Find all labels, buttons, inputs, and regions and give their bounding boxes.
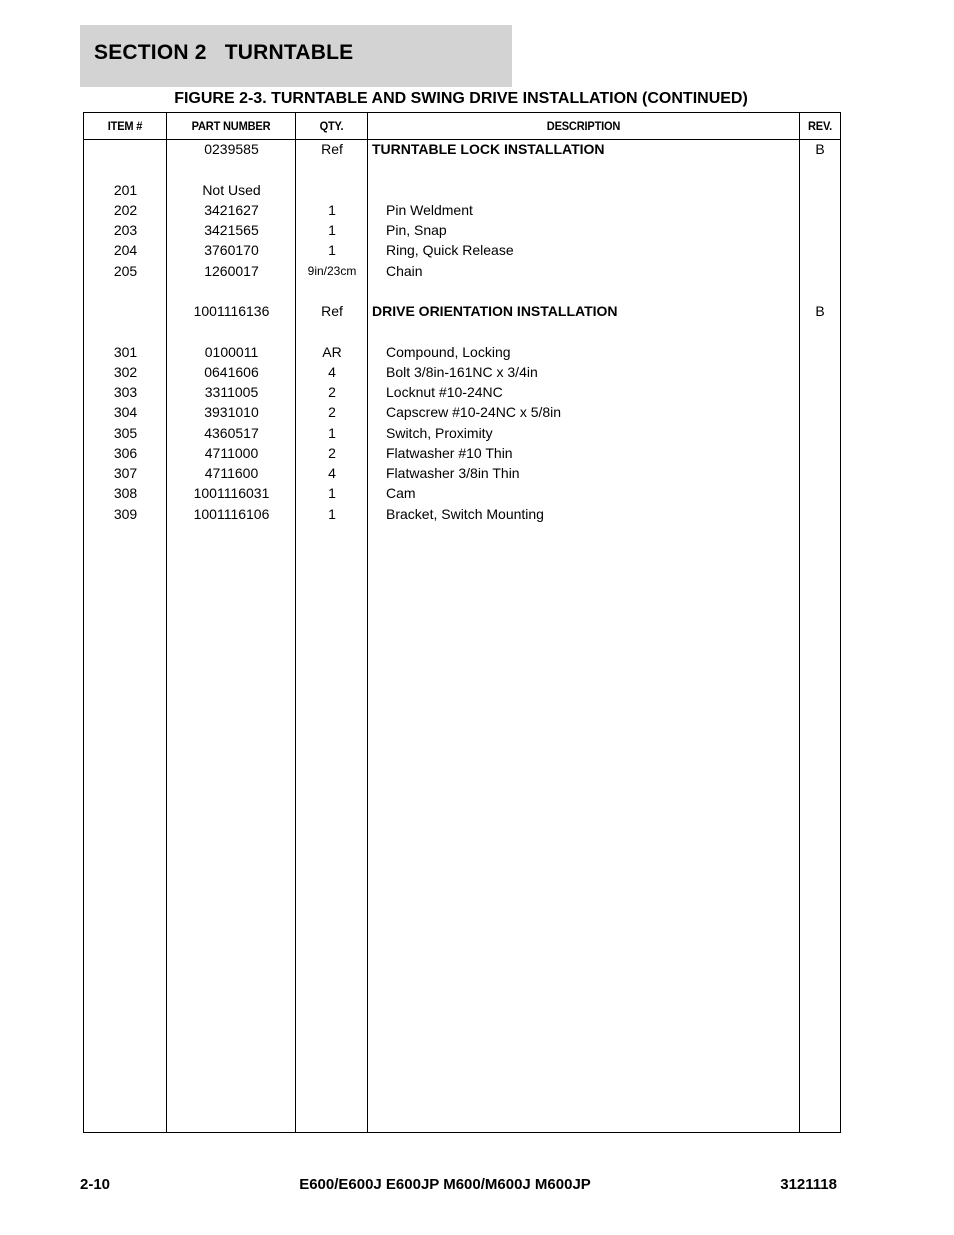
revision [800, 463, 840, 483]
quantity [296, 180, 368, 200]
figure-title: FIGURE 2-3. TURNTABLE AND SWING DRIVE INSTALLATION (CONTINUED) [174, 90, 748, 107]
revision [800, 180, 840, 200]
header-qty: QTY. [319, 119, 344, 133]
description: Switch, Proximity [386, 424, 493, 441]
quantity: 1 [328, 201, 336, 218]
item-number: 203 [113, 222, 138, 238]
revision: B [815, 141, 825, 157]
item-number: 303 [113, 384, 138, 400]
part-number: 3421627 [204, 201, 259, 218]
item-number [84, 159, 167, 179]
description: DRIVE ORIENTATION INSTALLATION [372, 303, 618, 319]
table-row [84, 159, 840, 179]
table-row [84, 362, 840, 382]
table-row [84, 483, 840, 503]
table-row [84, 423, 840, 443]
part-number [167, 321, 296, 341]
revision [800, 240, 840, 260]
quantity: 1 [328, 242, 336, 259]
item-number: 308 [113, 485, 138, 502]
description: Ring, Quick Release [386, 242, 514, 259]
table-row [84, 463, 840, 483]
description: Capscrew #10-24NC x 5/8in [386, 404, 562, 421]
revision [800, 342, 840, 362]
revision [800, 321, 840, 341]
item-number: 301 [113, 343, 138, 360]
header-part-number: PART NUMBER [191, 119, 271, 133]
revision [800, 443, 840, 463]
item-number: 202 [113, 201, 138, 218]
part-number: 1260017 [204, 262, 259, 279]
part-number: 4711000 [204, 444, 259, 461]
part-number: 4711600 [204, 465, 259, 481]
item-number: 307 [113, 465, 138, 481]
section-title: SECTION 2 TURNTABLE [94, 41, 354, 64]
table-row [84, 504, 840, 524]
item-number: 302 [113, 363, 138, 380]
table-row [84, 200, 840, 220]
description: Chain [386, 262, 423, 279]
table-row [84, 139, 840, 159]
part-number: 1001116106 [193, 505, 270, 522]
quantity: Ref [321, 141, 343, 157]
part-number: 0239585 [204, 141, 259, 157]
table-row [84, 321, 840, 341]
table-row [84, 220, 840, 240]
model-numbers: E600/E600J E600JP M600/M600J M600JP [299, 1176, 591, 1193]
description [372, 321, 813, 341]
quantity: 4 [328, 465, 336, 481]
revision [800, 261, 840, 281]
item-number [84, 139, 167, 159]
part-number: 0100011 [204, 343, 259, 360]
table-row [84, 301, 840, 321]
item-number: 305 [113, 424, 138, 441]
description [372, 180, 813, 200]
description: Cam [386, 485, 416, 502]
quantity [296, 321, 368, 341]
table-row [84, 402, 840, 422]
table-row [84, 443, 840, 463]
part-number: 0641606 [204, 363, 259, 380]
revision [800, 504, 840, 524]
item-number: 304 [113, 404, 138, 421]
revision [800, 362, 840, 382]
table-row [84, 240, 840, 260]
description: Flatwasher 3/8in Thin [386, 465, 520, 481]
description: Locknut #10-24NC [386, 384, 503, 400]
header-description: DESCRIPTION [546, 119, 621, 133]
revision [800, 200, 840, 220]
quantity: 1 [328, 505, 336, 522]
header-rev: REV. [807, 119, 833, 133]
description: Pin, Snap [386, 222, 447, 238]
quantity: AR [322, 343, 342, 360]
part-number: 3421565 [204, 222, 259, 238]
description: Bracket, Switch Mounting [386, 505, 544, 522]
description: Pin Weldment [386, 201, 473, 218]
quantity: 2 [328, 384, 336, 400]
part-number [167, 159, 296, 179]
description: Flatwasher #10 Thin [386, 444, 513, 461]
quantity: 2 [328, 404, 336, 421]
quantity [296, 281, 368, 301]
part-number: 1001116031 [193, 485, 270, 502]
item-number [84, 321, 167, 341]
part-number: Not Used [202, 181, 261, 198]
description [372, 159, 813, 179]
quantity: 2 [328, 444, 336, 461]
item-number: 201 [113, 181, 138, 198]
revision [800, 483, 840, 503]
parts-table [83, 112, 841, 1133]
description: Bolt 3/8in-161NC x 3/4in [386, 363, 538, 380]
description: Compound, Locking [386, 343, 511, 360]
table-row [84, 342, 840, 362]
table-body [84, 139, 840, 524]
quantity: Ref [321, 303, 343, 319]
description: TURNTABLE LOCK INSTALLATION [372, 141, 605, 157]
part-number: 3311005 [204, 384, 259, 400]
revision [800, 220, 840, 240]
quantity [296, 159, 368, 179]
quantity: 1 [328, 424, 336, 441]
revision [800, 159, 840, 179]
revision: B [815, 303, 825, 319]
item-number: 306 [113, 444, 138, 461]
page-number: 2-10 [80, 1176, 111, 1193]
item-number: 204 [113, 242, 138, 259]
item-number [84, 301, 167, 321]
table-row [84, 180, 840, 200]
quantity: 9in/23cm [307, 263, 357, 278]
item-number: 309 [113, 505, 138, 522]
part-number: 3931010 [204, 404, 259, 421]
description [372, 281, 813, 301]
part-number: 4360517 [204, 424, 259, 441]
item-number: 205 [113, 262, 138, 279]
section-banner [80, 25, 512, 87]
header-item: ITEM # [107, 119, 143, 133]
part-number [167, 281, 296, 301]
revision [800, 382, 840, 402]
revision [800, 423, 840, 443]
quantity: 4 [328, 363, 336, 380]
table-row [84, 281, 840, 301]
revision [800, 402, 840, 422]
quantity: 1 [328, 485, 336, 502]
document-number: 3121118 [780, 1176, 837, 1193]
revision [800, 281, 840, 301]
item-number [84, 281, 167, 301]
table-row [84, 261, 840, 281]
quantity: 1 [328, 222, 336, 238]
part-number: 3760170 [204, 242, 259, 259]
table-row [84, 382, 840, 402]
part-number: 1001116136 [193, 303, 270, 319]
